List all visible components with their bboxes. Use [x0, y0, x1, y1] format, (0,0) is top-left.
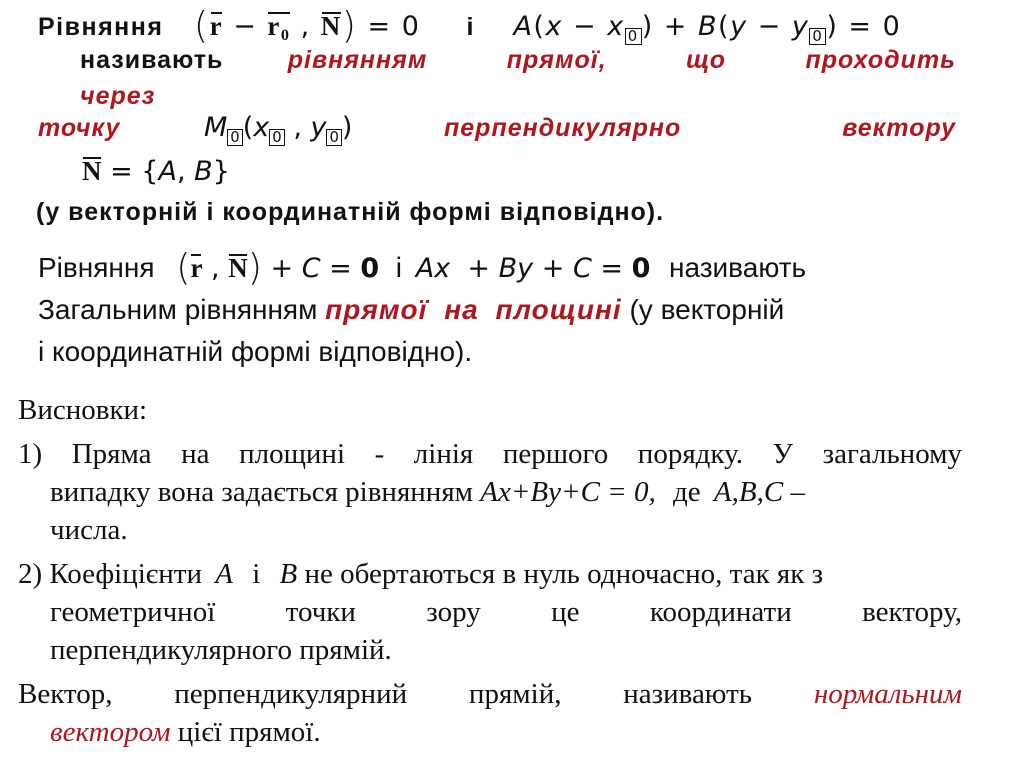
conclusion-2-line1-b: не обертаються в нуль одночасно, так як з	[304, 558, 824, 590]
conclusion-1-line2-a: випадку вона задається рівнянням	[50, 476, 474, 508]
part1-line1	[38, 4, 901, 47]
part1-red-perp: перпендикулярно вектору	[444, 114, 956, 142]
part1-line4	[38, 112, 956, 146]
part1-red-title-2: через	[80, 82, 156, 110]
conclusions-title: Висновки:	[18, 394, 148, 426]
conclusion-1-line2-b: де	[673, 476, 701, 508]
conclusion-2-line1	[18, 558, 823, 591]
part2-call: називають	[668, 252, 807, 283]
coordinate-equation-1: A(x − x 0 ) + B(y − y 0 ) = 0	[513, 11, 902, 45]
conclusion-1-equation: Ax+By+C = 0,	[480, 476, 656, 508]
part1-red-point: точку	[38, 114, 121, 142]
part2-line3: і координатній формі відповідно).	[38, 336, 473, 367]
part2-lead: Рівняння	[38, 252, 155, 283]
conclusion-2-line1-a: 2) Коефіцієнти	[18, 558, 202, 590]
coordinate-equation-general: Ax + By + C = 0	[415, 253, 651, 284]
part1-note: (у векторній і координатній формі відповідно).	[36, 198, 665, 226]
part1-red-title-1: рівнянням прямої, що проходить	[287, 46, 956, 74]
part1-line2	[80, 46, 956, 75]
vector-equation-general: (r , N) + C = 0	[176, 246, 380, 289]
conclusion-2-coef-a: A	[215, 558, 233, 590]
conclusion-1-dash: –	[790, 476, 805, 508]
point-m0: M 0 (x 0 , y 0 )	[204, 112, 353, 146]
part2-line2-a: Загальним рівнянням	[38, 294, 318, 325]
part1-lead: Рівняння	[38, 13, 164, 41]
final-line2-b: цієї прямої.	[177, 716, 321, 748]
final-line2	[50, 716, 321, 749]
conclusion-1-line1: 1) Пряма на площині - лінія першого порядку. У загальному	[18, 438, 962, 470]
vector-equation-1: ($r - r_0$ , N) = 0	[193, 4, 431, 47]
final-line1	[18, 678, 962, 711]
conclusion-1-vars: A,B,C	[713, 476, 784, 508]
conclusion-2-and: і	[252, 558, 261, 590]
part2-and: і	[395, 252, 403, 283]
part2-line1	[38, 246, 806, 289]
part1-and: і	[466, 13, 475, 41]
conclusion-1-line3: числа.	[50, 514, 128, 546]
conclusion-1-line2	[50, 476, 805, 509]
part2-line2-b: (у векторній	[629, 294, 785, 325]
conclusion-2-line3: перпендикулярного прямій.	[50, 634, 392, 666]
final-line1-red: нормальним	[813, 678, 962, 710]
normal-vector-definition: N = {A, B}	[82, 156, 230, 187]
conclusion-2-line2: геометричної точки зору це координати вектору,	[50, 596, 962, 628]
part2-line2-red: прямої на площині	[325, 294, 622, 325]
final-line1-a: Вектор, перпендикулярний прямій, називають	[18, 678, 752, 710]
part1-call: називають	[80, 46, 224, 74]
final-line2-red: вектором	[50, 716, 171, 748]
part2-line2	[38, 294, 784, 326]
conclusion-2-coef-b: B	[279, 558, 298, 590]
